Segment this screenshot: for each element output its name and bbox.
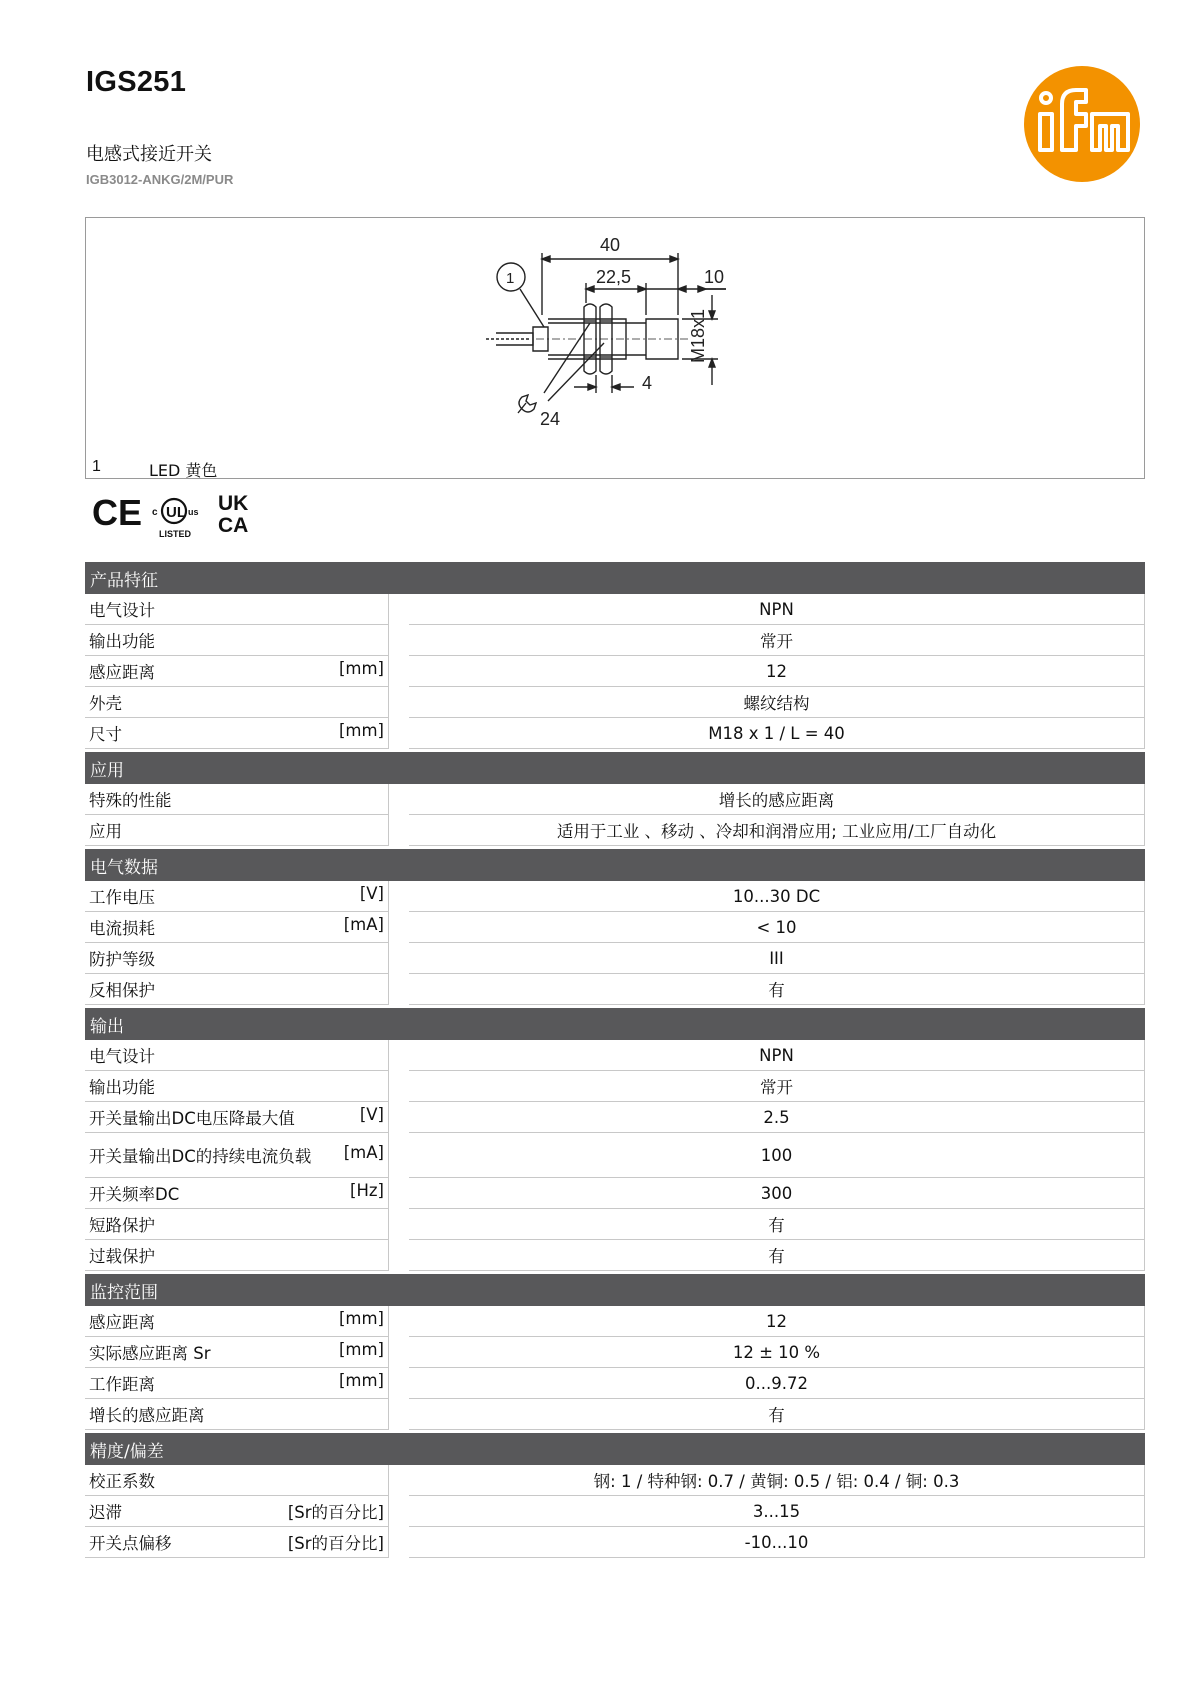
- spec-spacer: [389, 1178, 409, 1209]
- spec-row: [85, 1306, 1145, 1337]
- spec-value: 0...9.72: [409, 1368, 1145, 1399]
- spec-label-cell: [85, 815, 389, 846]
- spec-unit: [mA]: [343, 915, 384, 934]
- spec-label: 实际感应距离 Sr: [89, 1344, 211, 1363]
- spec-value: 钢: 1 / 特种钢: 0.7 / 黄铜: 0.5 / 铝: 0.4 / 铜: 0.3: [409, 1465, 1145, 1496]
- dimension-drawing: [85, 217, 1145, 479]
- spec-row: [85, 625, 1145, 656]
- dim-thread: M18x1: [688, 308, 708, 363]
- spec-label-cell: [85, 1071, 389, 1102]
- certification-marks: [92, 485, 272, 543]
- spec-value: III: [409, 943, 1145, 974]
- spec-row: [85, 974, 1145, 1005]
- spec-label: 开关频率DC: [89, 1185, 180, 1204]
- ifm-logo: [1022, 64, 1142, 184]
- spec-label-cell: [85, 943, 389, 974]
- spec-row: [85, 881, 1145, 912]
- spec-label-cell: [85, 974, 389, 1005]
- spec-spacer: [389, 1040, 409, 1071]
- spec-label-cell: [85, 1209, 389, 1240]
- spec-row: [85, 1368, 1145, 1399]
- spec-value: NPN: [409, 1040, 1145, 1071]
- ce-mark: [92, 492, 142, 533]
- spec-value: 2.5: [409, 1102, 1145, 1133]
- spec-spacer: [389, 784, 409, 815]
- section-title: 应用: [85, 752, 1145, 784]
- spec-row: [85, 1240, 1145, 1271]
- spec-spacer: [389, 1240, 409, 1271]
- spec-value: 12: [409, 656, 1145, 687]
- spec-spacer: [389, 1399, 409, 1430]
- spec-spacer: [389, 912, 409, 943]
- spec-spacer: [389, 815, 409, 846]
- spec-spacer: [389, 881, 409, 912]
- ul-listed-mark: [152, 499, 199, 539]
- spec-spacer: [389, 1496, 409, 1527]
- spec-label: 工作电压: [89, 888, 155, 907]
- section-title: 产品特征: [85, 562, 1145, 594]
- specifications-table: [85, 562, 1145, 1561]
- spec-row: [85, 1399, 1145, 1430]
- ul-us-text: us: [188, 507, 199, 517]
- spec-spacer: [389, 1071, 409, 1102]
- ul-listed-text: LISTED: [159, 529, 192, 539]
- spec-label: 尺寸: [89, 725, 122, 744]
- spec-label-cell: [85, 687, 389, 718]
- spec-label-cell: [85, 1527, 389, 1558]
- section-title: 电气数据: [85, 849, 1145, 881]
- spec-unit: [V]: [359, 884, 384, 903]
- spec-row: [85, 1337, 1145, 1368]
- spec-value: M18 x 1 / L = 40: [409, 718, 1145, 749]
- spec-row: [85, 1040, 1145, 1071]
- section-title: 输出: [85, 1008, 1145, 1040]
- spec-value: 10...30 DC: [409, 881, 1145, 912]
- spec-row: [85, 594, 1145, 625]
- dim-wrench-24: 24: [540, 409, 561, 429]
- ul-mark-text: UL: [166, 504, 186, 521]
- spec-label-cell: [85, 1133, 389, 1178]
- spec-label: 外壳: [89, 694, 122, 713]
- spec-label-cell: [85, 594, 389, 625]
- spec-value: 有: [409, 1399, 1145, 1430]
- spec-label: 开关量输出DC的持续电流负载: [89, 1147, 312, 1166]
- sensor-drawing: [486, 223, 826, 453]
- spec-label: 迟滞: [89, 1503, 122, 1522]
- section-title: 监控范围: [85, 1274, 1145, 1306]
- spec-unit: [mm]: [338, 1309, 384, 1328]
- section-spacer: [85, 1558, 1145, 1561]
- spec-label: 感应距离: [89, 663, 155, 682]
- spec-label-cell: [85, 1306, 389, 1337]
- spec-value: -10...10: [409, 1527, 1145, 1558]
- spec-label-cell: [85, 718, 389, 749]
- spec-value: 3...15: [409, 1496, 1145, 1527]
- spec-label-cell: [85, 1178, 389, 1209]
- spec-row: [85, 1527, 1145, 1558]
- spec-value: 300: [409, 1178, 1145, 1209]
- spec-spacer: [389, 1133, 409, 1178]
- spec-label-cell: [85, 625, 389, 656]
- spec-label: 输出功能: [89, 632, 155, 651]
- spec-row: [85, 815, 1145, 846]
- spec-label: 工作距离: [89, 1375, 155, 1394]
- spec-row: [85, 1465, 1145, 1496]
- spec-value: 有: [409, 1240, 1145, 1271]
- legend-number: 1: [92, 458, 101, 475]
- spec-row: [85, 1133, 1145, 1178]
- spec-spacer: [389, 1209, 409, 1240]
- spec-row: [85, 656, 1145, 687]
- spec-label-cell: [85, 1240, 389, 1271]
- ce-mark-text: CE: [92, 492, 143, 533]
- spec-value: 12: [409, 1306, 1145, 1337]
- spec-row: [85, 784, 1145, 815]
- spec-value: 适用于工业 、移动 、冷却和润滑应用; 工业应用/工厂自动化: [409, 815, 1145, 846]
- spec-spacer: [389, 1337, 409, 1368]
- wrench-icon: [518, 395, 536, 413]
- spec-value: 常开: [409, 625, 1145, 656]
- spec-spacer: [389, 1465, 409, 1496]
- spec-label: 反相保护: [89, 981, 155, 1000]
- spec-label-cell: [85, 1368, 389, 1399]
- spec-label: 电气设计: [89, 601, 155, 620]
- spec-label: 短路保护: [89, 1216, 155, 1235]
- spec-unit: [mm]: [338, 659, 384, 678]
- ukca-mark: [218, 492, 248, 537]
- spec-label: 开关量输出DC电压降最大值: [89, 1109, 295, 1128]
- spec-unit: [V]: [359, 1105, 384, 1124]
- ul-c-text: c: [152, 507, 158, 518]
- spec-spacer: [389, 1527, 409, 1558]
- article-code: IGB3012-ANKG/2M/PUR: [86, 172, 234, 187]
- spec-spacer: [389, 718, 409, 749]
- spec-spacer: [389, 1368, 409, 1399]
- spec-value: 12 ± 10 %: [409, 1337, 1145, 1368]
- spec-value: 常开: [409, 1071, 1145, 1102]
- spec-label: 开关点偏移: [89, 1534, 172, 1553]
- section-header: [85, 1274, 1145, 1306]
- spec-label: 电气设计: [89, 1047, 155, 1066]
- spec-label: 过载保护: [89, 1247, 155, 1266]
- spec-spacer: [389, 625, 409, 656]
- spec-label: 增长的感应距离: [89, 1406, 205, 1425]
- spec-label-cell: [85, 1040, 389, 1071]
- spec-label: 感应距离: [89, 1313, 155, 1332]
- spec-value: 增长的感应距离: [409, 784, 1145, 815]
- spec-unit: [mm]: [338, 721, 384, 740]
- spec-spacer: [389, 687, 409, 718]
- spec-row: [85, 1102, 1145, 1133]
- spec-spacer: [389, 974, 409, 1005]
- section-header: [85, 1433, 1145, 1465]
- section-header: [85, 1008, 1145, 1040]
- spec-row: [85, 1178, 1145, 1209]
- spec-label-cell: [85, 1102, 389, 1133]
- spec-spacer: [389, 943, 409, 974]
- spec-row: [85, 943, 1145, 974]
- spec-value: 螺纹结构: [409, 687, 1145, 718]
- spec-label: 电流损耗: [89, 919, 155, 938]
- spec-label-cell: [85, 784, 389, 815]
- spec-value: 有: [409, 974, 1145, 1005]
- ukca-top-text: UK: [218, 492, 249, 515]
- dim-4: 4: [642, 373, 653, 393]
- spec-label-cell: [85, 656, 389, 687]
- section-header: [85, 752, 1145, 784]
- dim-40: 40: [600, 235, 621, 255]
- spec-row: [85, 718, 1145, 749]
- spec-label-cell: [85, 881, 389, 912]
- spec-label: 防护等级: [89, 950, 155, 969]
- spec-label-cell: [85, 1399, 389, 1430]
- product-title: IGS251: [86, 66, 187, 98]
- spec-value: < 10: [409, 912, 1145, 943]
- spec-unit: [Sr的百分比]: [287, 1503, 384, 1522]
- spec-spacer: [389, 656, 409, 687]
- section-header: [85, 562, 1145, 594]
- spec-unit: [mm]: [338, 1371, 384, 1390]
- spec-unit: [Sr的百分比]: [287, 1534, 384, 1553]
- callout-number: 1: [506, 270, 515, 287]
- spec-unit: [mA]: [343, 1143, 384, 1162]
- spec-label-cell: [85, 1465, 389, 1496]
- section-header: [85, 849, 1145, 881]
- ukca-bottom-text: CA: [218, 514, 249, 537]
- product-subtitle: 电感式接近开关: [86, 144, 212, 165]
- dim-22-5: 22,5: [596, 267, 632, 287]
- spec-spacer: [389, 1102, 409, 1133]
- dim-10: 10: [704, 267, 725, 287]
- spec-spacer: [389, 1306, 409, 1337]
- spec-unit: [Hz]: [350, 1181, 384, 1200]
- spec-row: [85, 687, 1145, 718]
- spec-value: NPN: [409, 594, 1145, 625]
- section-title: 精度/偏差: [85, 1433, 1145, 1465]
- spec-row: [85, 1496, 1145, 1527]
- spec-unit: [mm]: [338, 1340, 384, 1359]
- legend-text: LED 黄色: [149, 461, 218, 480]
- spec-row: [85, 912, 1145, 943]
- spec-label-cell: [85, 1337, 389, 1368]
- spec-value: 有: [409, 1209, 1145, 1240]
- spec-spacer: [389, 594, 409, 625]
- spec-label-cell: [85, 1496, 389, 1527]
- spec-value: 100: [409, 1133, 1145, 1178]
- spec-label: 特殊的性能: [89, 791, 172, 810]
- spec-label: 输出功能: [89, 1078, 155, 1097]
- spec-row: [85, 1071, 1145, 1102]
- spec-label: 校正系数: [89, 1472, 155, 1491]
- spec-row: [85, 1209, 1145, 1240]
- spec-label: 应用: [89, 822, 122, 841]
- spec-label-cell: [85, 912, 389, 943]
